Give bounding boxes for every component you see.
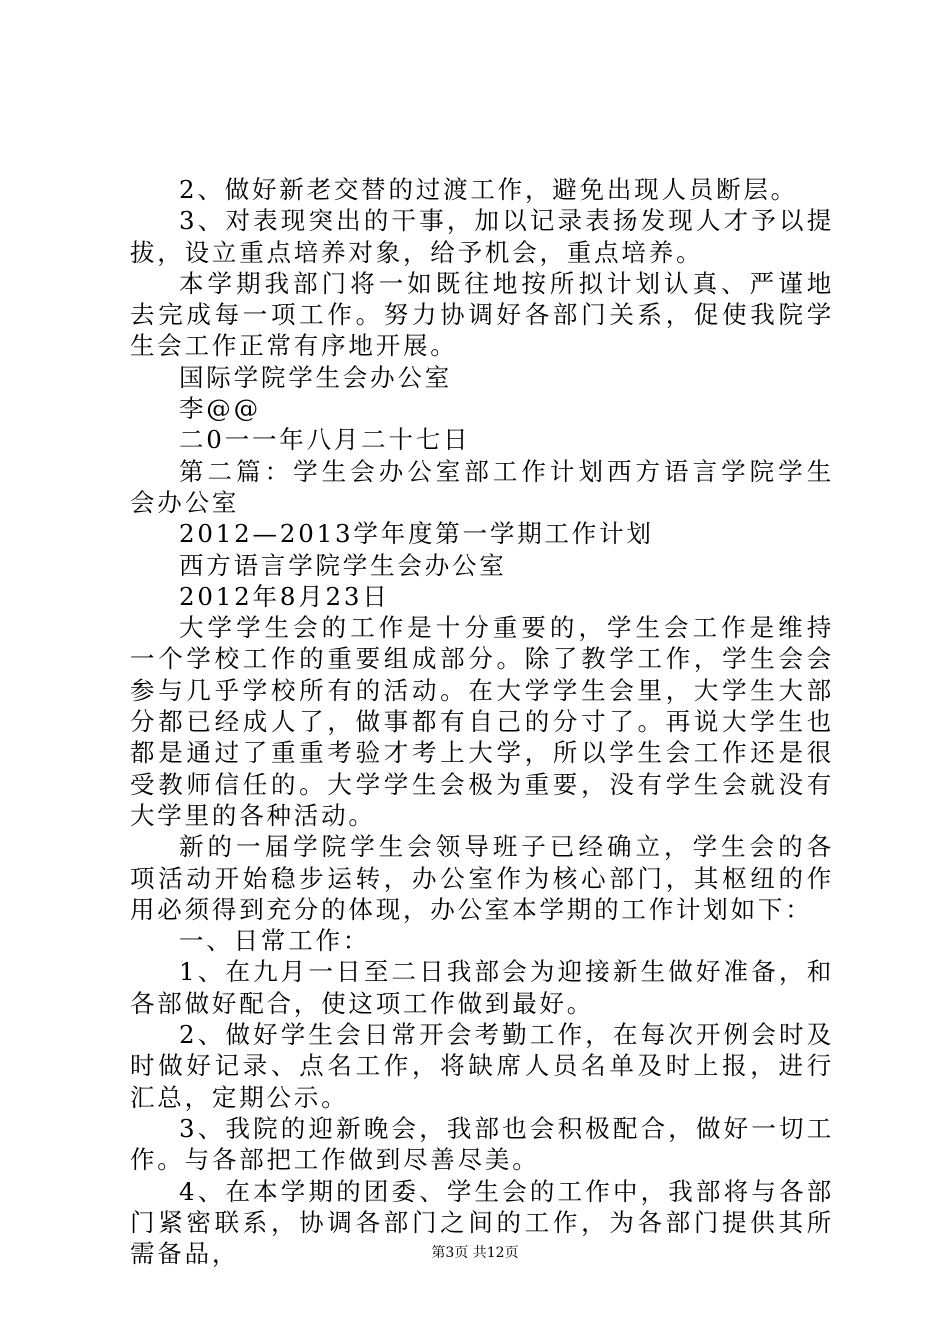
paragraph: 4、在本学期的团委、学生会的工作中，我部将与各部门紧密联系，协调各部门之间的工作，为各部门提供其所需备品，: [130, 1176, 834, 1269]
page-number-footer: 第3页 共12页: [431, 1245, 519, 1261]
paragraph: 二0一一年八月二十七日: [179, 425, 471, 455]
paragraph: 本学期我部门将一如既往地按所拟计划认真、严谨地去完成每一项工作。努力协调好各部门关系，促使我院学生会工作正常有序地开展。: [130, 268, 834, 361]
section-heading: 第二篇：学生会办公室部工作计划西方语言学院学生会办公室: [130, 456, 834, 517]
document-body: [130, 174, 834, 1269]
paragraph: 一、日常工作：: [179, 926, 371, 956]
paragraph: 新的一届学院学生会领导班子已经确立，学生会的各项活动开始稳步运转，办公室作为核心部门，其枢纽的作用必须得到充分的体现，办公室本学期的工作计划如下：: [130, 832, 834, 924]
paragraph: 2012—2013学年度第一学期工作计划: [179, 519, 654, 549]
paragraph: 大学学生会的工作是十分重要的，学生会工作是维持一个学校工作的重要组成部分。除了教学工作，学生会会参与几乎学校所有的活动。在大学学生会里，大学生大部分都已经成人了，做事都有自己的分寸了。再说大学生也都是通过了重重考验才考上大学，所以学生会工作还是很受教师信任的。大学学生会极为重要，没有学生会就没有大学里的各种活动。: [130, 613, 834, 830]
paragraph: 西方语言学院学生会办公室: [179, 550, 507, 580]
paragraph: 李@@: [179, 394, 261, 424]
paragraph: 3、对表现突出的干事，加以记录表扬发现人才予以提拔，设立重点培养对象，给予机会，重点培养。: [130, 206, 834, 267]
paragraph: 2012年8月23日: [179, 581, 390, 611]
paragraph: 2、做好学生会日常开会考勤工作，在每次开例会时及时做好记录、点名工作，将缺席人员名单及时上报，进行汇总，定期公示。: [130, 1020, 834, 1112]
paragraph: 2、做好新老交替的过渡工作，避免出现人员断层。: [179, 175, 798, 204]
paragraph: 3、我院的迎新晚会，我部也会积极配合，做好一切工作。与各部把工作做到尽善尽美。: [130, 1113, 834, 1175]
paragraph: 1、在九月一日至二日我部会为迎接新生做好准备，和各部做好配合，使这项工作做到最好。: [130, 957, 834, 1018]
paragraph: 国际学院学生会办公室: [179, 362, 452, 392]
